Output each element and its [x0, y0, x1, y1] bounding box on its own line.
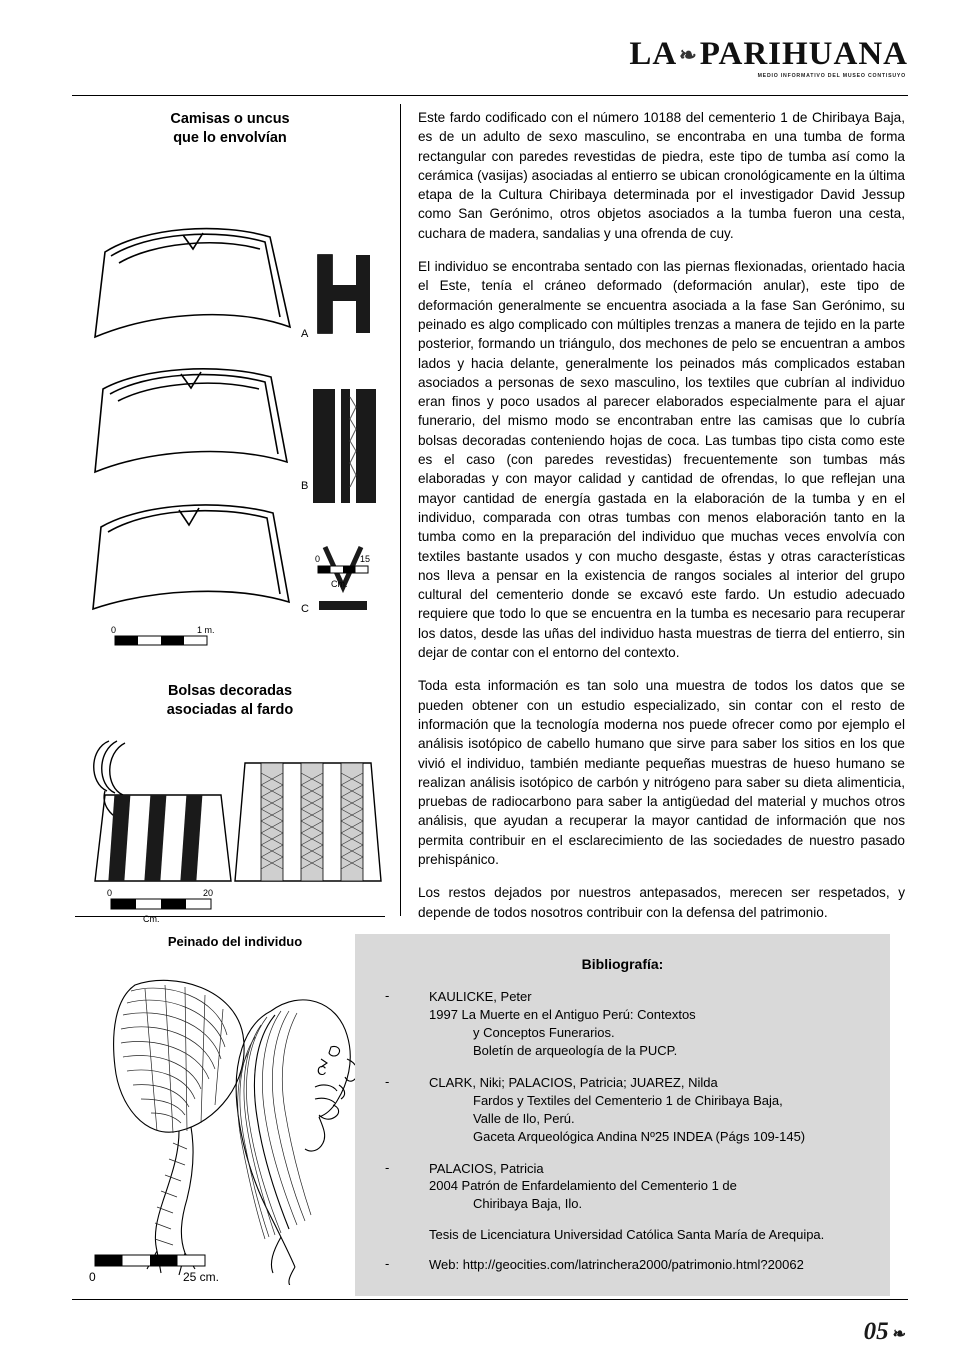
bibliography-entry — [377, 988, 868, 1060]
bibliography-box — [355, 934, 890, 1296]
peinado-label-c: C — [317, 1063, 327, 1078]
peinado-scale — [89, 1255, 219, 1284]
bibliography-line: Boletín de arqueología de la PUCP. — [473, 1042, 678, 1058]
svg-text:25 cm.: 25 cm. — [183, 1270, 220, 1284]
bibliography-line: CLARK, Niki; PALACIOS, Patricia; JUAREZ, Nilda — [429, 1074, 718, 1090]
bolsas-figure-caption — [75, 682, 385, 719]
uncus-label-c: C — [301, 603, 309, 616]
uncus-figure-caption — [75, 110, 385, 147]
page-number-value: 05 — [863, 1318, 889, 1345]
uncus-label-b: B — [301, 480, 309, 493]
bibliography-web-entry — [377, 1256, 868, 1274]
bibliography-line: y Conceptos Funerarios. — [473, 1024, 615, 1040]
svg-text:0: 0 — [89, 1270, 96, 1284]
svg-text:Cm.: Cm. — [331, 579, 348, 590]
bibliography-line: Valle de Ilo, Perú. — [473, 1110, 575, 1126]
svg-text:20: 20 — [203, 889, 214, 899]
bolsas-drawing — [75, 729, 385, 889]
bibliography-entry-dash: - — [385, 1256, 390, 1272]
uncus-caption-line-2: que lo envolvían — [173, 129, 287, 146]
uncus-drawing — [75, 157, 385, 622]
peinado-drawing — [75, 955, 375, 1285]
peinado-figure — [75, 934, 375, 1285]
bibliography-line: Gaceta Arqueológica Andina Nº25 INDEA (Págs 109-145) — [473, 1128, 806, 1144]
peinado-caption: Peinado del individuo — [167, 934, 303, 949]
footer-rule — [72, 1299, 908, 1300]
bibliography-line: 1997 La Muerte en el Antiguo Perú: Contextos — [429, 1006, 696, 1022]
article-body — [418, 108, 905, 936]
svg-text:0: 0 — [111, 626, 117, 636]
bibliography-web-link[interactable]: Web: http://geocities.com/latrinchera2000/patrimonio.html?20062 — [429, 1257, 804, 1273]
leaf-icon: ❧ — [892, 1326, 906, 1343]
svg-text:0: 0 — [315, 554, 321, 565]
bibliography-line: KAULICKE, Peter — [429, 989, 532, 1004]
bibliography-entry-dash: - — [385, 1073, 390, 1089]
body-paragraph-3: Toda esta información es tan solo una muestra de todos los datos que se pueden obtener con un estudio especializado, sin contar con el resto de información que la tecnología moderna nos puede ofrecer como por ejemplo el análisis isotópico de cabello humano que sirve para saber los sitios en los que vivió el individuo, también mediante pequeñas muestras de hueso humano se realizan análisis isotópico de carbón y nitrógeno para saber su dieta alimenticia, pruebas de radiocarbono para saber la antigüedad del material y muchos otros análisis, que ayudan a recuperar la mayor cantidad de información que nos permita contribuir en el esclarecimiento de las sociedades de nuestro pasado prehispánico. — [418, 678, 905, 867]
uncus-scale-right — [315, 554, 370, 589]
masthead-title-right: PARIHUANA — [699, 36, 908, 72]
bibliography-line: 2004 Patrón de Enfardelamiento del Cementerio 1 de — [429, 1178, 737, 1194]
bibliography-entry-lines — [429, 1160, 868, 1214]
masthead-subtitle: MEDIO INFORMATIVO DEL MUSEO CONTISUYO — [757, 73, 906, 79]
masthead-title — [629, 38, 908, 71]
bibliography-entry-lines — [429, 988, 868, 1060]
header-rule — [72, 95, 908, 96]
uncus-caption-line-1: Camisas o uncus — [170, 111, 290, 127]
bolsas-scale — [103, 889, 303, 929]
bibliography-thesis-note: Tesis de Licenciatura Universidad Católica Santa María de Arequipa. — [429, 1227, 825, 1243]
bibliography-line: Fardos y Textiles del Cementerio 1 de Chiribaya Baja, — [473, 1092, 783, 1108]
masthead-title-left: LA — [629, 36, 678, 72]
bibliography-entry-dash: - — [385, 1159, 390, 1175]
svg-text:15: 15 — [360, 554, 371, 565]
svg-text:Cm.: Cm. — [143, 914, 160, 925]
left-figure-column — [75, 110, 385, 929]
svg-text:1 m.: 1 m. — [197, 626, 215, 636]
bibliography-entry-dash: - — [385, 988, 390, 1003]
uncus-figure — [75, 157, 385, 660]
bibliography-entry — [377, 1074, 868, 1146]
bibliography-line: PALACIOS, Patricia — [429, 1160, 544, 1176]
masthead — [629, 38, 908, 79]
uncus-label-a: A — [301, 328, 309, 341]
bolsas-figure — [75, 729, 385, 929]
bolsas-caption-line-2: asociadas al fardo — [166, 701, 294, 718]
body-paragraph-1: Este fardo codificado con el número 10188 del cementerio 1 de Chiribaya Baja, es de un adulto de sexo masculino, se encontraba en una tumba de forma rectangular con paredes revestidas de piedra, este tipo de tumba así como la cerámica (vasijas) asociadas al entierro se ubican cronológicamente en la última etapa de la Cultura Chiribaya determinada por el investigador David Jessup como San Gerónimo, otros objetos asociados a la tumba fueron una cesta, cuchara de madera, sandalias y una ofrenda de cuy. — [418, 110, 905, 241]
column-divider — [400, 104, 401, 916]
bibliography-entry — [377, 1160, 868, 1214]
bolsas-caption-line-1: Bolsas decoradas — [167, 683, 293, 700]
leaf-icon: ❧ — [679, 43, 698, 67]
body-paragraph-2: El individuo se encontraba sentado con las piernas flexionadas, orientado hacia el Este, tenía el cráneo deformado (deformación anular), este tipo de deformación generalmente se encuentra asociada a la fase San Gerónimo, su peinado es algo complicado con múltiples trenzas a manera de tejido en la parte posterior, formando un triángulo, dos mechones de pelo se encuentran a ambos lados y hacia delante, generalmente los peinados más complicados estaban asociados a personas de sexo masculino, los textiles que cubrían al individuo eran finos y poco usados al parecer elaborados especialmente para el ajuar funerario, del mismo modo se encontraban entre las camisas que lo cubría bolsas decoradas conteniendo hojas de coca. Las tumbas tipo cista como este es el caso (con paredes revestidas) frecuentemente son tumbas más elaboradas y con mayor calidad y cantidad de ofrendas, lo que reflejan una mayor cantidad de energía gastada en la elaboración de la tumba y en el individuo, comparada con otras tumbas con menos elaboración tanto en la tumba como en la preparación del individuo que muchas veces envolvía con textiles bastante usados y con mucho desgaste, éstas y otras características nos lleva a pensar en la existencia de rangos sociales al interior del grupo cultural del cementerio donde se excavó este fardo. Un estudio adecuado requiere que todo lo que se encuentra en la tumba es necesario para recuperar los datos, desde las uñas del individuo hasta muestras de tierra del entierro, sin dejar de contar con el entorno del contexto. — [418, 259, 905, 661]
uncus-scale-left — [107, 626, 297, 660]
bibliography-entry-lines — [429, 1074, 868, 1146]
svg-text:0: 0 — [107, 889, 113, 899]
bibliography-title: Bibliografía: — [581, 956, 664, 972]
bibliography-line: Chiribaya Baja, Ilo. — [473, 1196, 583, 1212]
page-number — [864, 1318, 906, 1346]
body-paragraph-4: Los restos dejados por nuestros antepasados, merecen ser respetados, y depende de todos nosotros contribuir con la defensa del patrimonio. — [418, 885, 905, 920]
